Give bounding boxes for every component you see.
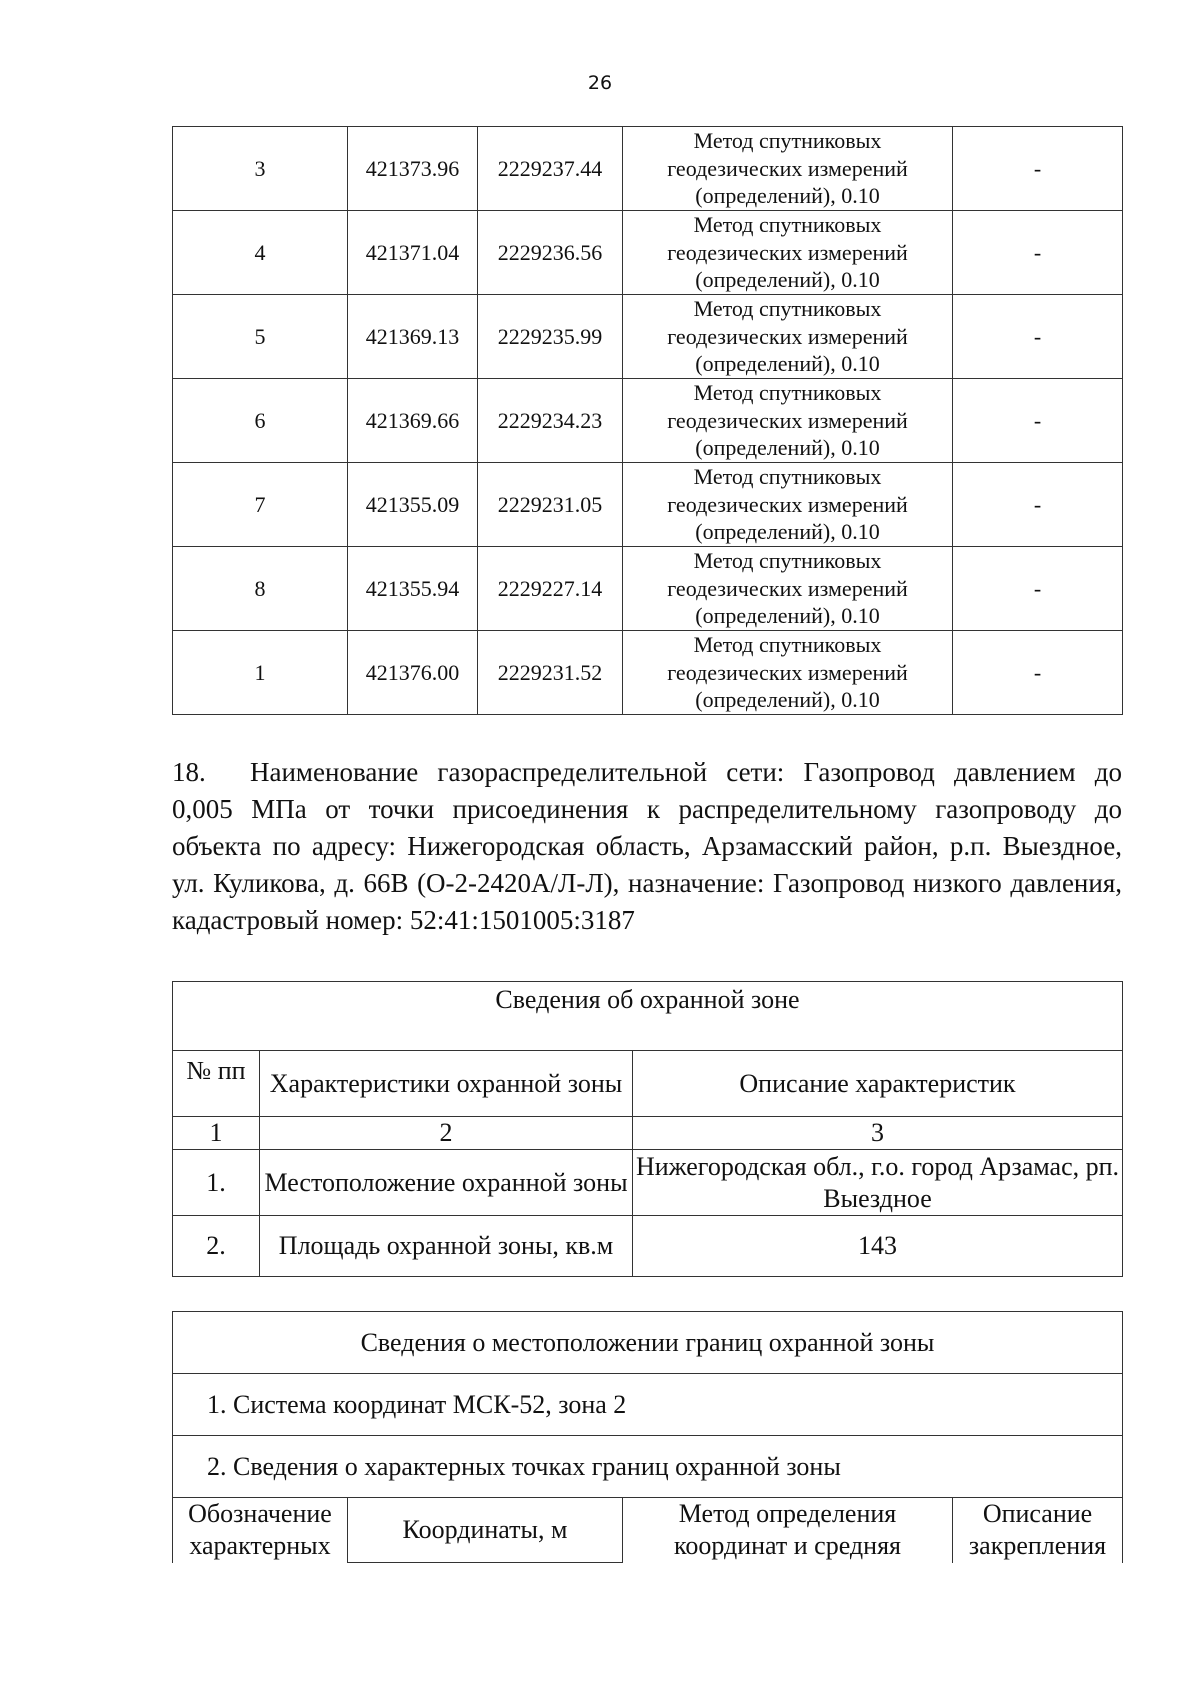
method-cell — [623, 547, 953, 631]
col-method: Метод определения координат и средняя — [623, 1498, 953, 1563]
col-coordinates: Координаты, м — [348, 1498, 623, 1563]
method-line: геодезических измерений — [667, 659, 908, 685]
point-id: 4 — [173, 211, 348, 295]
index-cell: 2 — [260, 1117, 633, 1150]
boundary-table-title: Сведения о местоположении границ охранной зоны — [173, 1312, 1123, 1374]
header-description: Описание характеристик — [633, 1051, 1123, 1117]
method-line: (определений), 0.10 — [695, 183, 880, 209]
zone-table-title: Сведения об охранной зоне — [173, 982, 1123, 1051]
method-line: геодезических измерений — [667, 407, 908, 433]
y-coordinate: 2229237.44 — [478, 127, 623, 211]
fixing-description: - — [953, 295, 1123, 379]
fixing-description: - — [953, 463, 1123, 547]
method-line: (определений), 0.10 — [695, 267, 880, 293]
y-coordinate: 2229227.14 — [478, 547, 623, 631]
x-coordinate: 421373.96 — [348, 127, 478, 211]
method-line: (определений), 0.10 — [695, 687, 880, 713]
coordinates-table — [172, 126, 1123, 715]
y-coordinate: 2229234.23 — [478, 379, 623, 463]
table-row — [173, 211, 1123, 295]
zone-location-label: Местоположение охранной зоны — [260, 1150, 633, 1216]
x-coordinate: 421376.00 — [348, 631, 478, 715]
x-coordinate: 421355.94 — [348, 547, 478, 631]
zone-location-value: Нижегородская обл., г.о. город Арзамас, рп. Выездное — [633, 1150, 1123, 1216]
x-coordinate: 421371.04 — [348, 211, 478, 295]
fixing-description: - — [953, 547, 1123, 631]
table-row — [173, 547, 1123, 631]
item-text: Наименование газораспределительной сети: Газопровод давлением до 0,005 МПа от точки присоединения к распределительному газопроводу до объекта по адресу: Нижегородская область, Арзамасский район, р.п. Выездное, ул. Куликова, д. 66В (О-2-2420А/Л-Л), назначение: Газопровод низкого давления, кадастровый номер: 52:41:1501005:3187 — [172, 757, 1122, 935]
coordinate-system-line: 1. Система координат МСК-52, зона 2 — [173, 1374, 1123, 1436]
x-coordinate: 421369.13 — [348, 295, 478, 379]
protection-zone-table — [172, 981, 1123, 1277]
method-line: Метод спутниковых — [693, 380, 882, 406]
method-line: геодезических измерений — [667, 323, 908, 349]
method-cell — [623, 463, 953, 547]
table-row — [173, 463, 1123, 547]
method-line: Метод спутниковых — [693, 632, 882, 658]
row-number: 2. — [173, 1216, 260, 1277]
method-line: (определений), 0.10 — [695, 435, 880, 461]
table-row — [173, 631, 1123, 715]
method-line: геодезических измерений — [667, 239, 908, 265]
fixing-description: - — [953, 211, 1123, 295]
method-cell — [623, 295, 953, 379]
header-number: № пп — [173, 1051, 260, 1117]
method-line: (определений), 0.10 — [695, 603, 880, 629]
point-id: 3 — [173, 127, 348, 211]
method-line: Метод спутниковых — [693, 212, 882, 238]
point-id: 7 — [173, 463, 348, 547]
item-18-paragraph — [172, 754, 1122, 939]
point-id: 8 — [173, 547, 348, 631]
x-coordinate: 421355.09 — [348, 463, 478, 547]
row-number: 1. — [173, 1150, 260, 1216]
method-line: Метод спутниковых — [693, 548, 882, 574]
fixing-description: - — [953, 631, 1123, 715]
table-row — [173, 127, 1123, 211]
x-coordinate: 421369.66 — [348, 379, 478, 463]
fixing-description: - — [953, 127, 1123, 211]
table-row — [173, 379, 1123, 463]
point-id: 6 — [173, 379, 348, 463]
header-characteristics: Характеристики охранной зоны — [260, 1051, 633, 1117]
method-line: геодезических измерений — [667, 491, 908, 517]
table-row — [173, 295, 1123, 379]
method-cell — [623, 127, 953, 211]
point-id: 1 — [173, 631, 348, 715]
y-coordinate: 2229236.56 — [478, 211, 623, 295]
method-cell — [623, 379, 953, 463]
fixing-description: - — [953, 379, 1123, 463]
y-coordinate: 2229231.05 — [478, 463, 623, 547]
method-line: Метод спутниковых — [693, 464, 882, 490]
zone-area-label: Площадь охранной зоны, кв.м — [260, 1216, 633, 1277]
points-info-line: 2. Сведения о характерных точках границ охранной зоны — [173, 1436, 1123, 1498]
page-number: 26 — [587, 72, 613, 94]
method-cell — [623, 211, 953, 295]
y-coordinate: 2229235.99 — [478, 295, 623, 379]
y-coordinate: 2229231.52 — [478, 631, 623, 715]
method-line: Метод спутниковых — [693, 296, 882, 322]
zone-area-value: 143 — [633, 1216, 1123, 1277]
point-id: 5 — [173, 295, 348, 379]
method-line: (определений), 0.10 — [695, 519, 880, 545]
index-cell: 1 — [173, 1117, 260, 1150]
method-cell — [623, 631, 953, 715]
method-line: геодезических измерений — [667, 575, 908, 601]
method-line: Метод спутниковых — [693, 128, 882, 154]
col-description: Описание закрепления — [953, 1498, 1123, 1563]
method-line: (определений), 0.10 — [695, 351, 880, 377]
index-cell: 3 — [633, 1117, 1123, 1150]
item-number: 18. — [172, 757, 206, 787]
col-designation: Обозначение характерных — [173, 1498, 348, 1563]
method-line: геодезических измерений — [667, 155, 908, 181]
boundary-table — [172, 1311, 1123, 1563]
